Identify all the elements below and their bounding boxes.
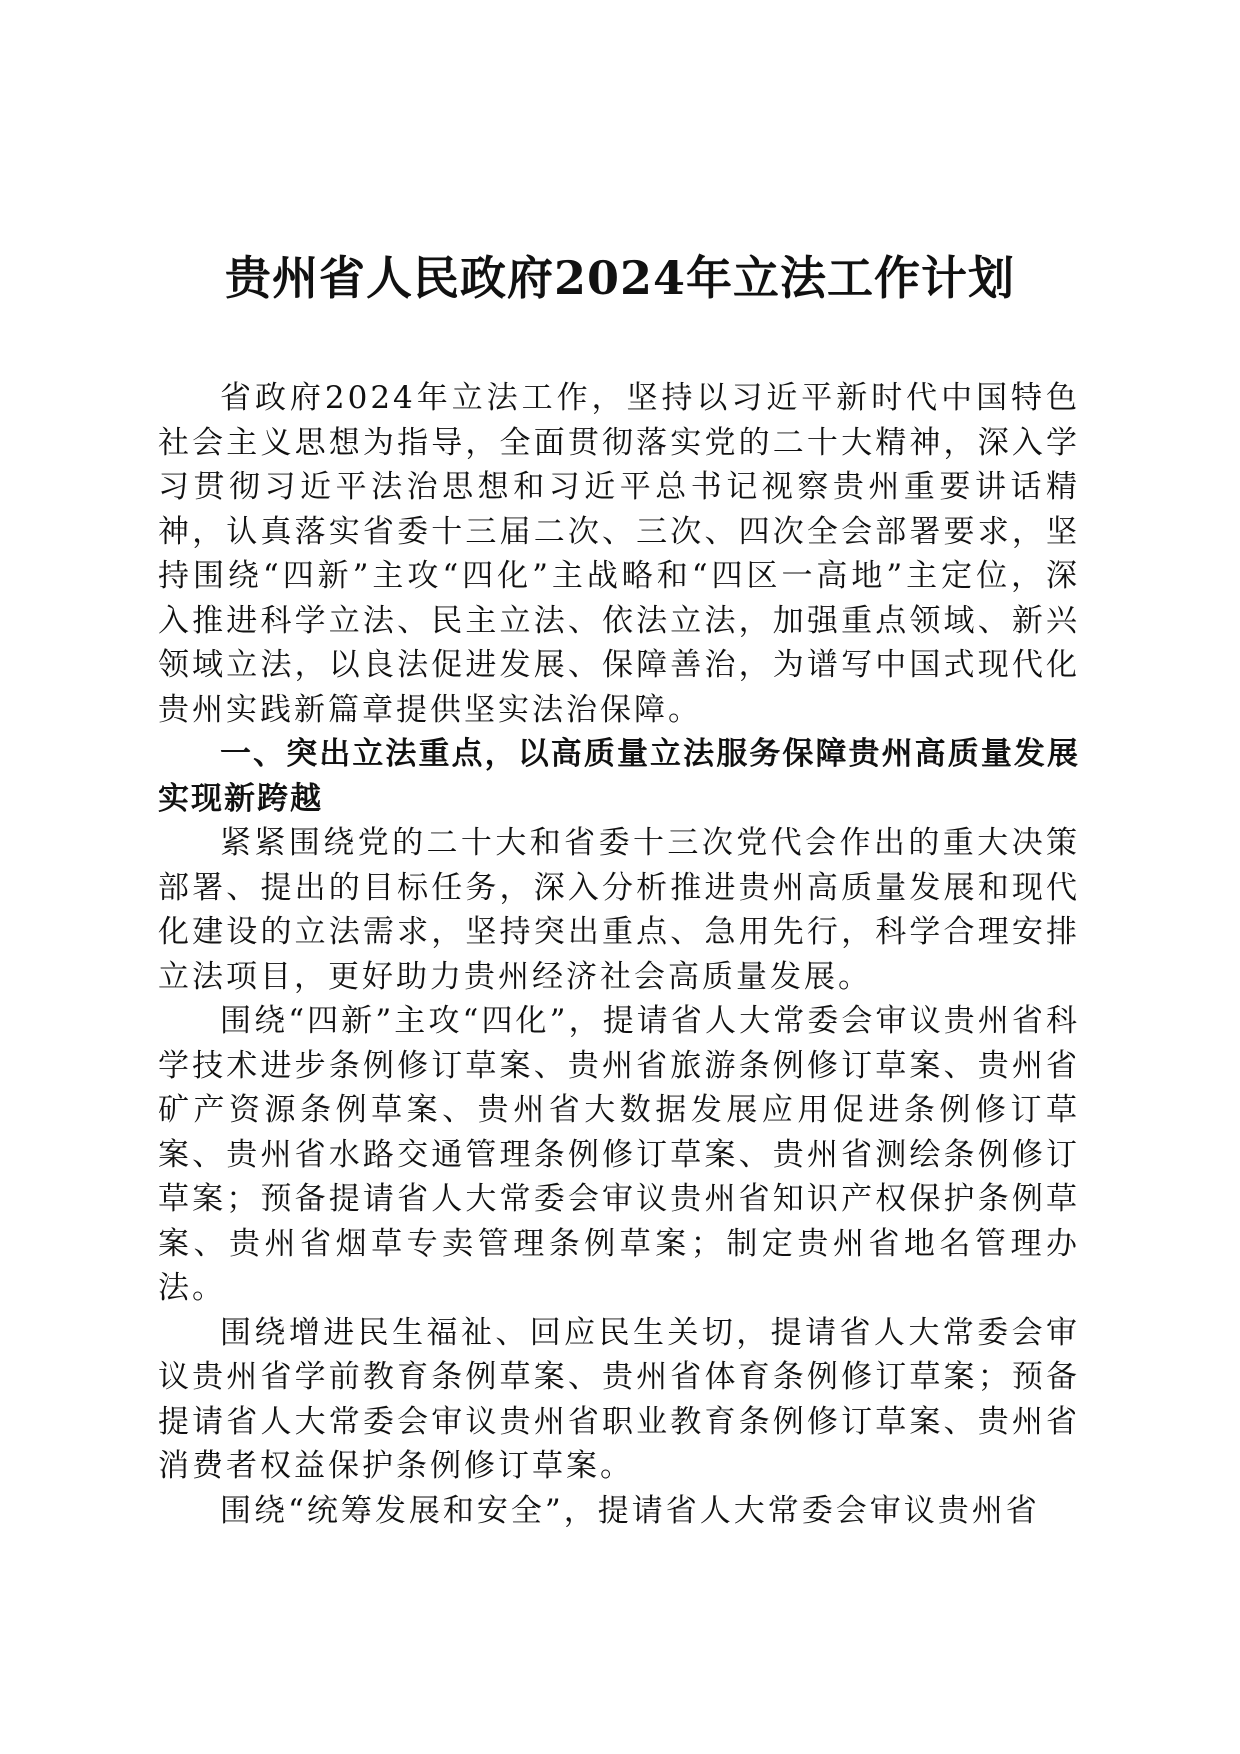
paragraph-development-security: 围绕“统筹发展和安全”，提请省人大常委会审议贵州省	[220, 1492, 1040, 1529]
section-heading-1: 一、突出立法重点，以高质量立法服务保障贵州高质量发展实现新跨越	[158, 736, 1080, 817]
paragraph-intro: 省政府2024年立法工作，坚持以习近平新时代中国特色社会主义思想为指导，全面贯彻落实党的二十大精神，深入学习贯彻习近平法治思想和习近平总书记视察贵州重要讲话精神，认真落实省委十三届二次、三次、四次全会部署要求，坚持围绕“四新”主攻“四化”主战略和“四区一高地”主定位，深入推进科学立法、民主立法、依法立法，加强重点领域、新兴领域立法，以良法促进发展、保障善治，为谱写中国式现代化贵州实践新篇章提供坚实法治保障。	[158, 380, 1080, 728]
document-title: 贵州省人民政府2024年立法工作计划	[224, 251, 1016, 305]
paragraph-four-new: 围绕“四新”主攻“四化”，提请省人大常委会审议贵州省科学技术进步条例修订草案、贵州省旅游条例修订草案、贵州省矿产资源条例草案、贵州省大数据发展应用促进条例修订草案、贵州省水路交通管理条例修订草案、贵州省测绘条例修订草案；预备提请省人大常委会审议贵州省知识产权保护条例草案、贵州省烟草专卖管理条例草案；制定贵州省地名管理办法。	[158, 1003, 1080, 1306]
paragraph-livelihood: 围绕增进民生福祉、回应民生关切，提请省人大常委会审议贵州省学前教育条例草案、贵州省体育条例修订草案；预备提请省人大常委会审议贵州省职业教育条例修订草案、贵州省消费者权益保护条例修订草案。	[158, 1314, 1080, 1484]
document-body	[158, 376, 1080, 1533]
paragraph-section-1-summary: 紧紧围绕党的二十大和省委十三次党代会作出的重大决策部署、提出的目标任务，深入分析推进贵州高质量发展和现代化建设的立法需求，坚持突出重点、急用先行，科学合理安排立法项目，更好助力贵州经济社会高质量发展。	[158, 825, 1080, 995]
